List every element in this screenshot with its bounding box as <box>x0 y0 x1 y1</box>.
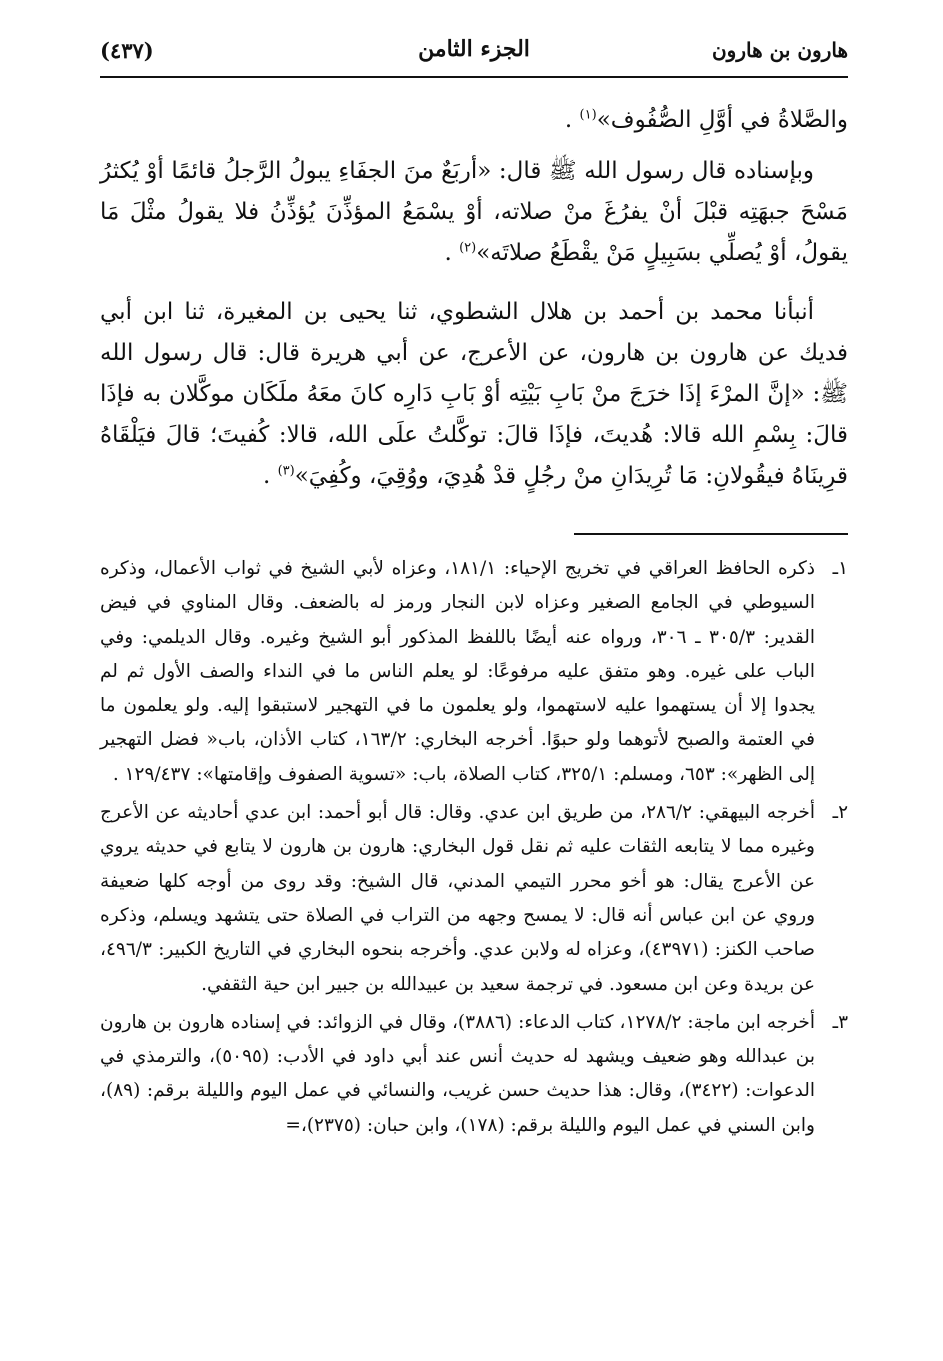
paragraph-1-text: والصَّلاةُ في أوَّلِ الصُّفُوف» <box>596 107 848 133</box>
footnote-text: ذكره الحافظ العراقي في تخريج الإحياء: ١٨١/١، وعزاه لأبي الشيخ في ثواب الأعمال، وذكره السيوطي في الجامع الصغير وعزاه لابن النجار ورمز له بالضعف. وقال المناوي في فيض القدير: ٣٠٥/٣ ـ ٣٠٦، ورواه عنه أيضًا باللفظ المذكور أبو الشيخ وغيره. وقال الديلمي: وفي الباب على غيره. وهو متفق عليه مرفوعًا: لو يعلم الناس ما في النداء والصف الأول ثم لم يجدوا إلا أن يستهموا عليه لاستهموا، ولو يعلمون ما في التهجير لاستبقوا إليه. ولو يعلمون ما في العتمة والصبح لأتوهما ولو حبوًا. أخرجه البخاري: ١٦٣/٢، كتاب الأذان، باب« فضل التهجير إلى الظهر»: ٦٥٣، ومسلم: ٣٢٥/١، كتاب الصلاة، باب: «تسوية الصفوف وإقامتها»: ١٢٩/٤٣٧ . <box>100 558 816 785</box>
footnote-number: ١ـ <box>832 558 848 579</box>
footnote-number: ٣ـ <box>832 1011 848 1033</box>
paragraph-1 <box>100 100 848 141</box>
footnote-text: أخرجه ابن ماجة: ١٢٧٨/٢، كتاب الدعاء: (٣٨٨٦)، وقال في الزوائد: في إسناده هارون بن هارون بن عبدالله وهو ضعيف ويشهد له حديث أنس عند أبي داود في الأدب: (٥٠٩٥)، والترمذي في الدعوات: (٣٤٢٢)، وقال: هذا حديث حسن غريب، والنسائي في عمل اليوم والليلة برقم: (٨٩)، وابن السني في عمل اليوم والليلة برقم: (١٧٨)، وابن حبان: (٢٣٧٥)،= <box>100 1011 815 1136</box>
paragraph-3-end: . <box>262 463 278 489</box>
footnote-2 <box>100 796 848 1002</box>
paragraph-1-end: . <box>564 107 580 133</box>
running-title: هارون بن هارون <box>711 38 848 62</box>
paragraph-2-end: . <box>444 240 460 266</box>
footnote-ref-2: (٢) <box>459 240 477 256</box>
footnote-3 <box>100 1006 848 1143</box>
footnote-ref-1: (١) <box>579 107 597 123</box>
paragraph-3-text: أنبأنا محمد بن أحمد بن هلال الشطوي، ثنا يحيى بن المغيرة، ثنا ابن أبي فديك عن هارون بن هارون، عن الأعرج، عن أبي هريرة قال: قال رسول الله ﷺ: «إنَّ المرْءَ إذَا خرَجَ منْ بَابِ بَيْتِه أوْ بَابِ دَارِه كانَ معَهُ ملَكَان موكَّلان به فإذَا قالَ: بِسْمِ الله قالا: هُديتَ، فإذَا قالَ: توكَّلتُ علَى الله، قالا: كُفيتَ؛ قالَ فيَلْقَاهُ قرِينَاهُ فيقُولانِ: مَا تُرِيدَانِ منْ رجُلٍ قدْ هُدِيَ، ووُقِيَ، وكُفِيَ» <box>100 299 848 489</box>
footnote-number: ٢ـ <box>832 802 848 824</box>
footnote-ref-3: (٣) <box>277 463 295 479</box>
footnote-1 <box>100 552 848 792</box>
paragraph-2-text: وبإسناده قال رسول الله ﷺ قال: «أربَعٌ منَ الجفَاءِ يبولُ الرَّجلُ قائمًا أوْ يُكثرُ مَسْحَ جبهَتِه قبْلَ أنْ يفرُغَ منْ صلاته، أوْ يسْمَعُ المؤذِّنَ يُؤذِّنُ فلا يقولُ مثْلَ مَا يقولُ، أوْ يُصلِّي بسَبِيلٍ مَنْ يقْطَعُ صلاتَه» <box>100 158 848 266</box>
footnotes <box>100 552 848 1147</box>
footnote-separator <box>574 533 848 535</box>
volume-title: الجزء الثامن <box>418 36 530 62</box>
page-header <box>100 32 848 78</box>
main-text <box>100 100 848 497</box>
footnote-text: أخرجه البيهقي: ٢٨٦/٢، من طريق ابن عدي. وقال: قال أبو أحمد: ابن عدي أحاديثه عن الأعرج وغيره مما لا يتابعه الثقات عليه ثم نقل قول البخاري: هارون بن هارون لا يتابع في حديثه يروي عن الأعرج يقال: هو أخو محرر التيمي المدني، قال الشيخ: وقد روى من أوجه كلها ضعيفة وروي عن ابن عباس أنه قال: لا يمسح وجهه من التراب في الصلاة حتى يتشهد ويسلم، وذكره صاحب الكنز: (٤٣٩٧١)، وعزاه له ولابن عدي. وأخرجه بنحوه البخاري في التاريخ الكبير: ٤٩٦/٣، عن بريدة وعن ابن مسعود. في ترجمة سعيد بن عبيدالله بن جبير ابن حية الثقفي. <box>100 802 815 995</box>
paragraph-3 <box>100 292 848 497</box>
page-number: (٤٣٧) <box>100 38 154 63</box>
paragraph-2 <box>100 151 848 274</box>
